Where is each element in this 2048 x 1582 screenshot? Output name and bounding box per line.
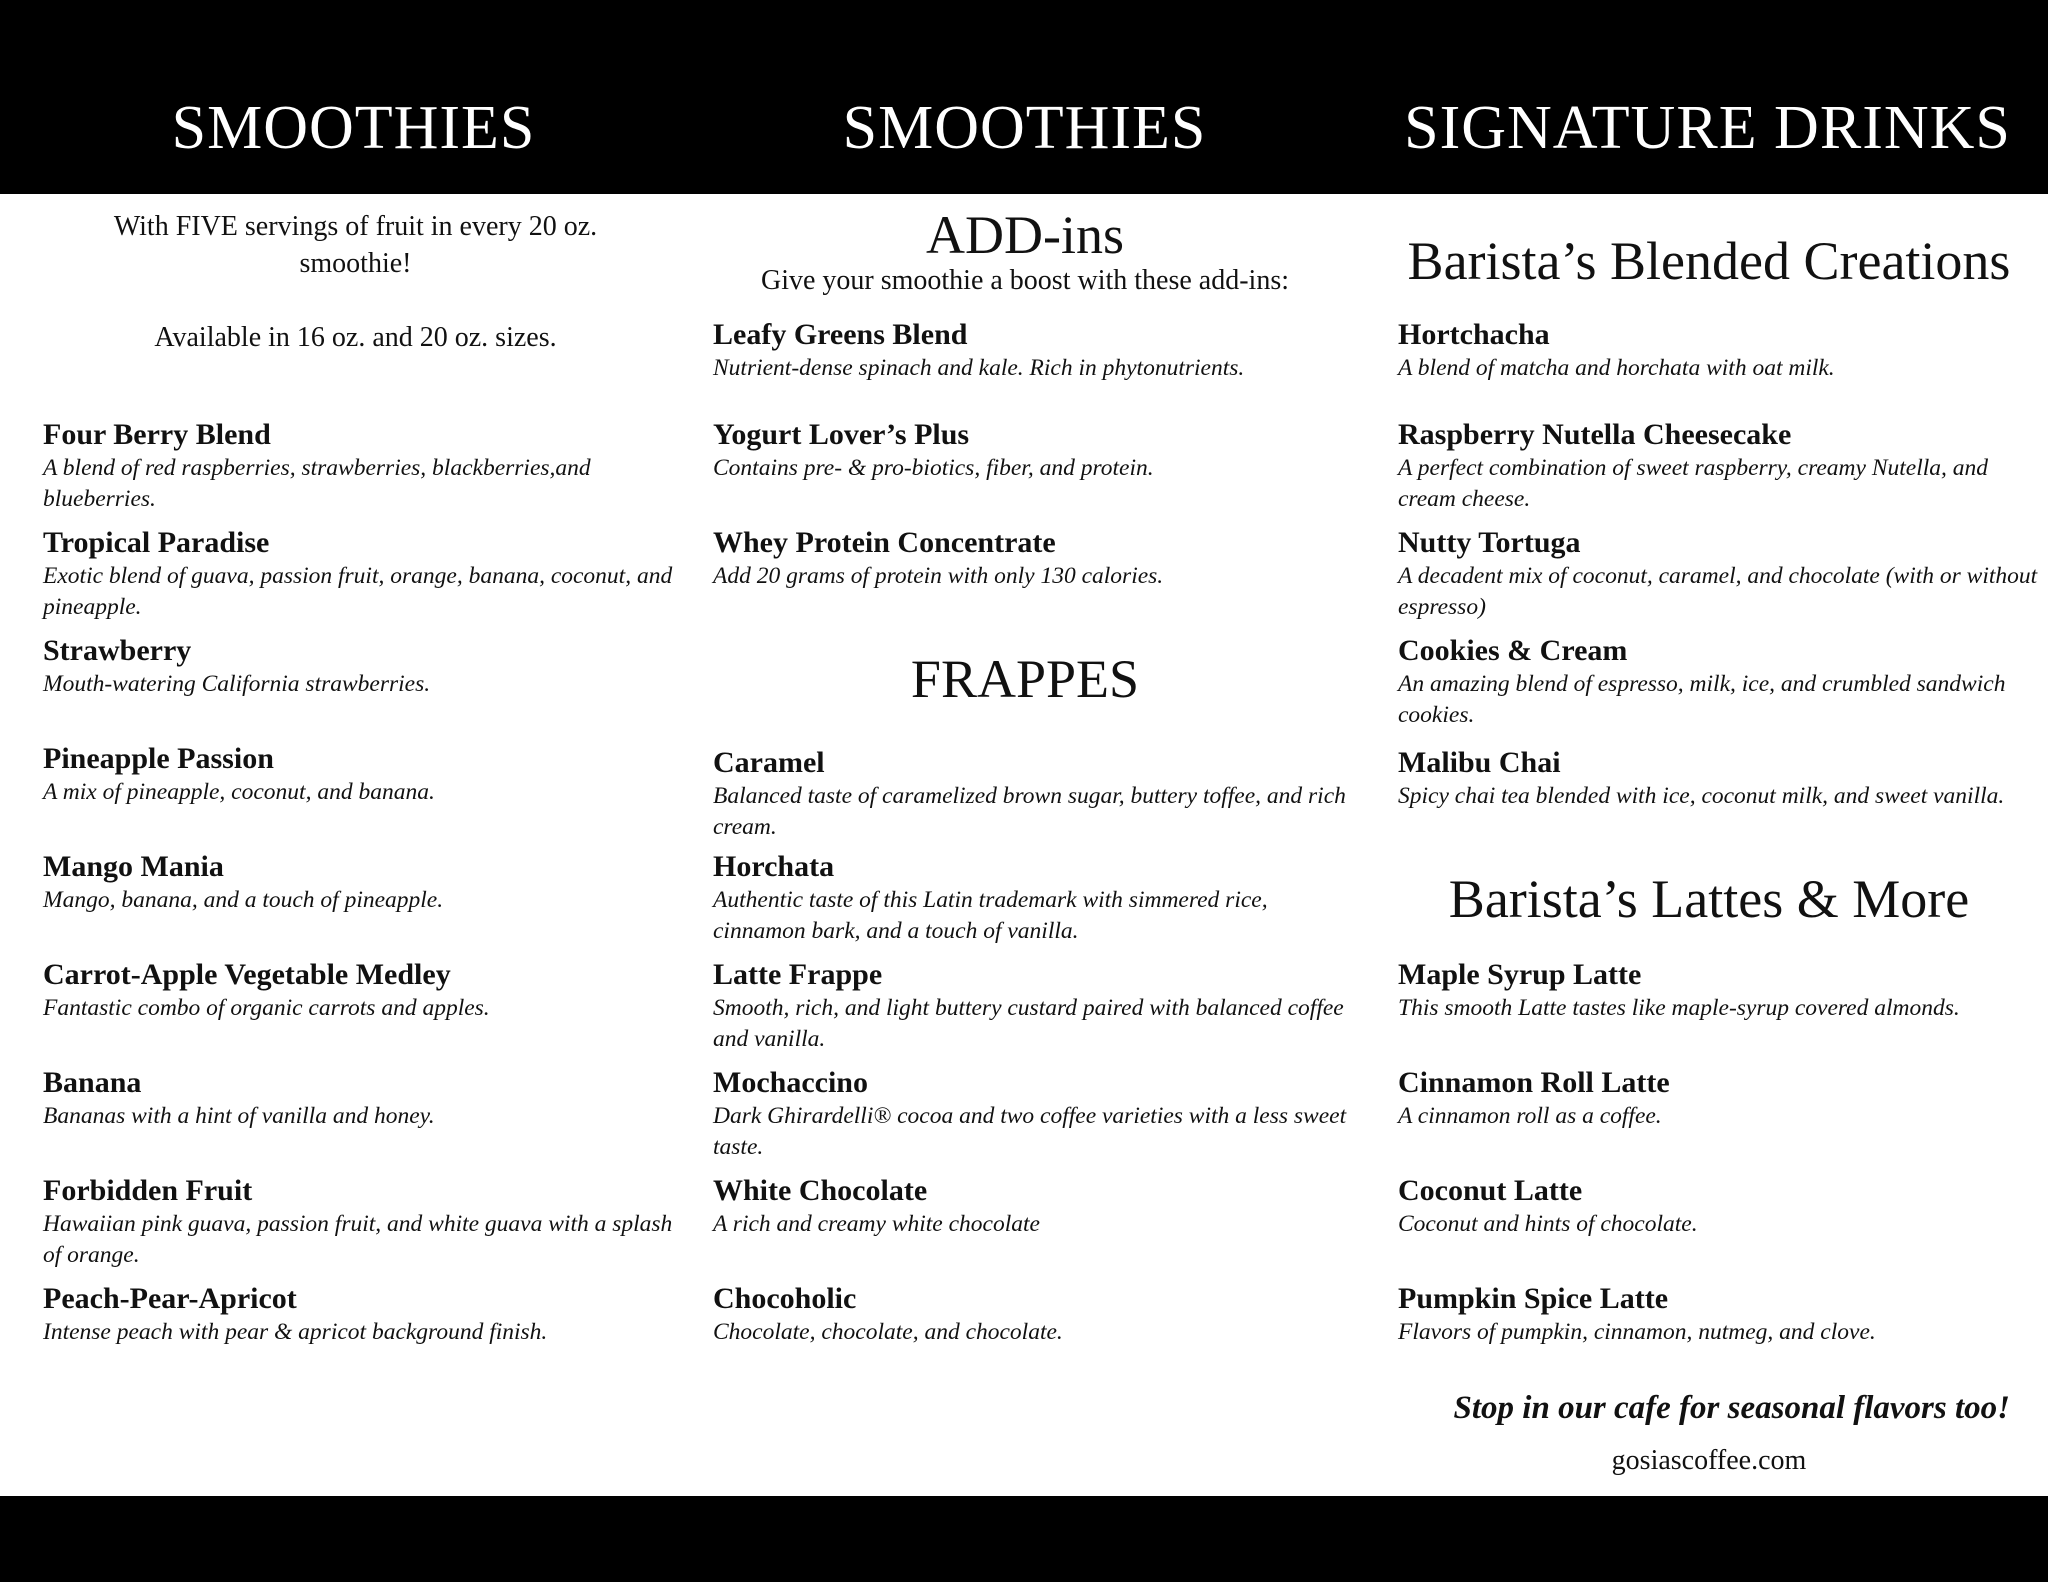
blended-item — [1398, 418, 2038, 515]
item-name: Nutty Tortuga — [1398, 526, 1581, 559]
header-smoothies-2: SMOOTHIES — [842, 94, 1207, 162]
item-name: Pineapple Passion — [43, 742, 274, 775]
item-desc: Nutrient-dense spinach and kale. Rich in phytonutrients. — [713, 355, 1245, 381]
smoothie-item — [43, 958, 683, 1024]
latte-item — [1398, 1174, 2038, 1240]
item-desc: Balanced taste of caramelized brown sugar, buttery toffee, and rich cream. — [713, 783, 1346, 840]
smoothie-item — [43, 418, 683, 515]
intro-line-1: With FIVE servings of fruit in every 20 oz. — [113, 211, 598, 242]
item-desc: A cinnamon roll as a coffee. — [1398, 1103, 1662, 1129]
website-link[interactable]: gosiascoffee.com — [1611, 1445, 1807, 1476]
addins-subtitle: Give your smoothie a boost with these add-ins: — [760, 265, 1290, 296]
item-name: Yogurt Lover’s Plus — [713, 418, 970, 451]
item-name: Pumpkin Spice Latte — [1398, 1282, 1669, 1315]
smoothie-item — [43, 1174, 683, 1271]
item-name: Tropical Paradise — [43, 526, 270, 559]
item-name: Forbidden Fruit — [43, 1174, 253, 1207]
item-name: Maple Syrup Latte — [1398, 958, 1642, 991]
item-desc: A perfect combination of sweet raspberry, creamy Nutella, and cream cheese. — [1398, 455, 1989, 512]
item-desc: A mix of pineapple, coconut, and banana. — [43, 779, 435, 805]
smoothie-item — [43, 526, 683, 623]
smoothie-item — [43, 1282, 683, 1348]
item-desc: An amazing blend of espresso, milk, ice, and crumbled sandwich cookies. — [1398, 671, 2006, 728]
addin-item — [713, 318, 1353, 384]
latte-item — [1398, 958, 2038, 1024]
item-desc: Authentic taste of this Latin trademark with simmered rice, cinnamon bark, and a touch of vanilla. — [713, 887, 1268, 944]
item-desc: Flavors of pumpkin, cinnamon, nutmeg, and clove. — [1398, 1319, 1876, 1345]
item-name: Mango Mania — [43, 850, 224, 883]
frappe-item — [713, 1066, 1353, 1163]
item-desc: Add 20 grams of protein with only 130 calories. — [713, 563, 1164, 589]
footer-bar — [0, 1496, 2048, 1582]
header-smoothies: SMOOTHIES — [171, 94, 536, 162]
item-desc: A rich and creamy white chocolate — [713, 1211, 1040, 1237]
frappe-item — [713, 1174, 1353, 1240]
addin-item — [713, 418, 1353, 484]
smoothie-item — [43, 634, 683, 700]
item-desc: Fantastic combo of organic carrots and apples. — [43, 995, 490, 1021]
item-name: Raspberry Nutella Cheesecake — [1398, 418, 1792, 451]
smoothie-item — [43, 1066, 683, 1132]
frappe-item — [713, 850, 1353, 947]
item-name: Strawberry — [43, 634, 192, 667]
smoothie-item — [43, 742, 683, 808]
addins-title: ADD-ins — [926, 205, 1124, 265]
blended-item — [1398, 526, 2038, 623]
item-name: Mochaccino — [713, 1066, 868, 1099]
item-name: Coconut Latte — [1398, 1174, 1583, 1207]
intro-line-2: smoothie! — [299, 248, 412, 279]
item-name: Cinnamon Roll Latte — [1398, 1066, 1670, 1099]
item-name: Cookies & Cream — [1398, 634, 1628, 667]
item-desc: This smooth Latte tastes like maple-syrup covered almonds. — [1398, 995, 1960, 1021]
blended-item — [1398, 318, 2038, 384]
smoothie-item — [43, 850, 683, 916]
sizes-note: Available in 16 oz. and 20 oz. sizes. — [154, 322, 557, 353]
item-name: Peach-Pear-Apricot — [43, 1282, 297, 1315]
item-name: Hortchacha — [1398, 318, 1550, 351]
item-desc: Dark Ghirardelli® cocoa and two coffee varieties with a less sweet taste. — [713, 1103, 1347, 1160]
item-name: Malibu Chai — [1398, 746, 1561, 779]
item-desc: A decadent mix of coconut, caramel, and chocolate (with or without espresso) — [1398, 563, 2038, 620]
blended-title: Barista’s Blended Creations — [1407, 231, 2011, 291]
item-desc: A blend of matcha and horchata with oat milk. — [1398, 355, 1835, 381]
item-desc: A blend of red raspberries, strawberries, blackberries,and blueberries. — [43, 455, 591, 512]
item-name: Whey Protein Concentrate — [713, 526, 1056, 559]
item-desc: Smooth, rich, and light buttery custard paired with balanced coffee and vanilla. — [713, 995, 1344, 1052]
item-name: Latte Frappe — [713, 958, 883, 991]
frappe-item — [713, 746, 1353, 843]
item-name: Chocoholic — [713, 1282, 857, 1315]
item-name: Banana — [43, 1066, 142, 1099]
lattes-title: Barista’s Lattes & More — [1448, 869, 1970, 929]
item-desc: Exotic blend of guava, passion fruit, orange, banana, coconut, and pineapple. — [43, 563, 673, 620]
blended-item — [1398, 746, 2038, 812]
item-desc: Mango, banana, and a touch of pineapple. — [43, 887, 444, 913]
frappe-item — [713, 1282, 1353, 1348]
latte-item — [1398, 1066, 2038, 1132]
item-desc: Spicy chai tea blended with ice, coconut milk, and sweet vanilla. — [1398, 783, 2005, 809]
frappes-title: FRAPPES — [910, 649, 1140, 709]
smoothies-intro — [43, 208, 668, 282]
item-name: Carrot-Apple Vegetable Medley — [43, 958, 451, 991]
item-name: White Chocolate — [713, 1174, 928, 1207]
item-desc: Intense peach with pear & apricot background finish. — [43, 1319, 548, 1345]
addin-item — [713, 526, 1353, 592]
item-name: Caramel — [713, 746, 825, 779]
item-name: Horchata — [713, 850, 835, 883]
seasonal-tagline: Stop in our cafe for seasonal flavors too! — [1453, 1390, 2010, 1426]
item-name: Leafy Greens Blend — [713, 318, 968, 351]
item-name: Four Berry Blend — [43, 418, 271, 451]
item-desc: Hawaiian pink guava, passion fruit, and white guava with a splash of orange. — [43, 1211, 673, 1268]
item-desc: Coconut and hints of chocolate. — [1398, 1211, 1698, 1237]
item-desc: Contains pre- & pro-biotics, fiber, and protein. — [713, 455, 1154, 481]
frappe-item — [713, 958, 1353, 1055]
blended-item — [1398, 634, 2038, 731]
item-desc: Mouth-watering California strawberries. — [43, 671, 431, 697]
item-desc: Bananas with a hint of vanilla and honey. — [43, 1103, 435, 1129]
latte-item — [1398, 1282, 2038, 1348]
item-desc: Chocolate, chocolate, and chocolate. — [713, 1319, 1063, 1345]
header-signature-drinks: SIGNATURE DRINKS — [1404, 94, 2011, 162]
